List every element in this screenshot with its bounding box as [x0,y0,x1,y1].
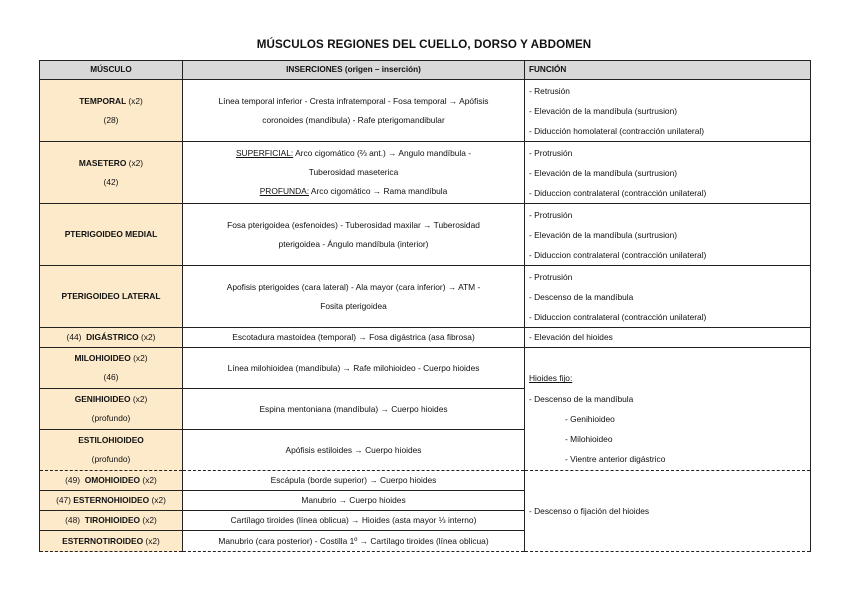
function-item: - Retrusión [529,85,570,96]
muscle-number: (28) [103,114,119,125]
muscle-name: ESTILOHIOIDEO [78,435,144,445]
muscle-count: (x2) [151,495,166,506]
insertion-line: Línea temporal inferior - Cresta infratemporal - Fosa temporal → Apófisis [218,95,489,106]
muscle-count: (x2) [145,535,160,546]
muscle-name: TEMPORAL [79,95,127,106]
muscle-name: PTERIGOIDEO MEDIAL [64,229,158,240]
insertion-cell [183,430,525,471]
muscle-extra: (profundo) [91,454,131,464]
muscle-count: (x2) [128,157,144,168]
function-cell [525,328,811,348]
insertion-cell [183,266,525,328]
muscle-name: ESTERNOTIROIDEO [62,535,144,546]
muscle-number: (42) [103,176,119,187]
table-row [40,266,811,328]
muscle-extra: (profundo) [91,413,131,423]
table-header-row [40,61,811,80]
insertion-line: Fosa pterigoidea (esfenoides) - Tuberosidad maxilar → Tuberosidad [227,219,480,230]
function-cell-infrahioideos [525,471,811,552]
function-subitem: - Genihioideo [565,413,615,424]
insertion-line: Fosita pterigoidea [320,300,387,311]
muscle-cell-pterigoideo-medial [40,204,183,266]
insertion-text: Arco cigomático (⅔ ant.) → Angulo mandíbula - [295,148,472,158]
muscle-count: (x2) [142,475,157,486]
insertion-line: pterigoidea - Ángulo mandíbula (interior) [278,238,429,249]
function-item: - Protrusión [529,147,573,158]
page-title: MÚSCULOS REGIONES DEL CUELLO, DORSO Y ABDOMEN [256,38,592,51]
insertion-cell [183,204,525,266]
muscle-cell-genihioideo [40,389,183,430]
function-item: - Elevación de la mandíbula (surtrusion) [529,105,678,116]
function-item: - Descenso de la mandíbula [529,393,634,404]
insertion-cell [183,389,525,430]
insertion-line: Tuberosidad maseterica [308,167,399,177]
insertion-cell [183,511,525,531]
muscle-cell-tirohioideo [40,511,183,531]
insertion-cell [183,491,525,511]
insertion-cell [183,142,525,204]
insertion-cell [183,531,525,552]
function-cell [525,204,811,266]
function-item: - Protrusión [529,271,573,282]
muscle-name: OMOHIOIDEO [84,475,141,486]
insertion-line: coronoides (mandíbula) - Rafe pterigomandibular [262,114,445,125]
muscle-name: TIROHIOIDEO [84,515,141,526]
insertion-line: Escotadura mastoidea (temporal) → Fosa digástrica (asa fibrosa) [232,332,475,343]
muscle-number: (47) [56,495,71,506]
muscle-count: (x2) [142,515,157,526]
function-item: - Protrusión [529,209,573,220]
muscle-cell-milohioideo [40,348,183,389]
function-cell [525,142,811,204]
insertion-line: Apófisis estiloides → Cuerpo hioides [285,444,422,455]
profunda-label: PROFUNDA: [259,186,310,196]
header-function: FUNCIÓN [525,61,811,80]
muscle-cell-pterigoideo-lateral [40,266,183,328]
insertion-line: Escápula (borde superior) → Cuerpo hioides [270,475,437,486]
insertion-cell [183,80,525,142]
table-row [40,328,811,348]
muscle-count: (x2) [133,353,148,363]
insertion-line: Apofisis pterigoides (cara lateral) - Ala mayor (cara inferior) → ATM - [226,281,481,292]
function-item: - Diducción homolateral (contracción unilateral) [529,125,705,136]
muscle-cell-esternohioideo [40,491,183,511]
function-cell [525,266,811,328]
function-item: - Elevación de la mandíbula (surtrusion) [529,167,678,178]
muscles-table [39,60,811,552]
muscle-number: (48) [65,515,81,526]
muscle-cell-digastrico [40,328,183,348]
table-row [40,204,811,266]
muscle-cell-omohioideo [40,471,183,491]
muscle-name: MILOHIOIDEO [74,353,131,363]
function-item: - Descenso de la mandíbula [529,291,634,302]
insertion-cell [183,471,525,491]
insertion-cell [183,348,525,389]
muscle-count: (x2) [132,394,148,404]
muscle-count: (x2) [128,95,143,106]
function-item: - Elevación de la mandíbula (surtrusion) [529,229,678,240]
muscle-cell-temporal [40,80,183,142]
function-cell [525,80,811,142]
table-row [40,348,811,389]
table-row [40,471,811,491]
insertion-text: Arco cigomático → Rama mandíbula [310,186,448,196]
insertion-line: Línea milohioidea (mandíbula) → Rafe milohioideo - Cuerpo hioides [227,362,480,373]
muscle-number: (49) [65,475,81,486]
insertion-line: Espina mentoniana (mandíbula) → Cuerpo hioides [259,403,448,414]
function-item: - Elevación del hioides [529,332,613,343]
header-insertions: INSERCIONES (origen – inserción) [183,61,525,80]
muscle-name: MASETERO [78,157,127,168]
muscle-count: (x2) [141,332,156,343]
insertion-line: Cartílago tiroides (línea oblicua) → Hioides (asta mayor ⅓ interno) [230,515,477,526]
muscle-name: PTERIGOIDEO LATERAL [61,291,161,302]
muscle-name: ESTERNOHIOIDEO [73,495,150,506]
function-item: - Diduccion contralateral (contracción unilateral) [529,311,707,322]
function-item: - Diduccion contralateral (contracción unilateral) [529,249,707,260]
muscle-number: (46) [103,372,119,382]
insertion-cell [183,328,525,348]
muscle-number: (44) [66,332,82,343]
muscle-name: GENIHIOIDEO [74,394,131,404]
header-muscle: MÚSCULO [40,61,183,80]
function-subitem: - Vientre anterior digástrico [565,454,666,465]
function-item: - Diduccion contralateral (contracción unilateral) [529,187,707,198]
muscle-cell-masetero [40,142,183,204]
function-subitem: - Milohioideo [565,434,613,445]
function-cell-hioides-fijo [525,348,811,471]
insertion-line: Manubrio → Cuerpo hioides [301,495,406,506]
superficial-label: SUPERFICIAL: [235,148,294,158]
table-row [40,142,811,204]
muscle-cell-estilohioideo [40,430,183,471]
muscle-cell-esternotiroideo [40,531,183,552]
hioides-fijo-label: Hioides fijo: [529,373,573,384]
function-item: - Descenso o fijación del hioides [529,505,650,516]
muscle-name: DIGÁSTRICO [86,332,139,343]
insertion-line: Manubrio (cara posterior) - Costilla 1º → Cartílago tiroides (línea oblicua) [218,535,489,546]
table-row [40,80,811,142]
